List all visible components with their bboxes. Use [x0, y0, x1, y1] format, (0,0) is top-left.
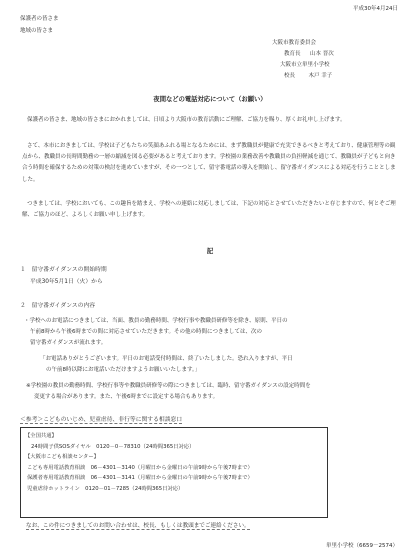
item1-heading: １ 留守番ガイダンスの開始時期: [20, 267, 107, 273]
body-paragraph-2: さて、本市におきましては、学校は子どもたちの笑顔あふれる場となるためには、まず教職員が健康で充実できるべきと考えており、健康管理等の観点から、教職員の長時間勤務の一層の縮減を図る必要があると考えております。学校園の業務改善や教職員の負担軽減を通じて、教職員が子どもと向き合う時間を確保するための対策の検討を進めていますが、その一つとして、留守番電話の導入を開始し、留守番ガイダンスによる対応を行うこととしました。: [22, 143, 396, 183]
consult-line-parents: 保護者専用電話教育相談 06－4301－3141（月曜日から金曜日の午前9時から午後7時まで）: [27, 475, 253, 481]
guidance-line-2: の午前8時以降にお電話いただけますようお願いいたします。」: [46, 367, 201, 374]
guidance-line-1: 「お電話ありがとうございます。平日のお電話受付時間は、終了いたしました。恐れ入りますが、平日: [40, 356, 293, 362]
document-title: 夜間などの電話対応について（お願い）: [153, 96, 267, 103]
item1-content: 平成30年5月1日（火）から: [30, 279, 103, 285]
consult-category-national: 【全国共通】: [25, 433, 57, 439]
sender-head-name: 山本 晋次: [310, 51, 334, 57]
item2-line-1: ・学校へのお電話につきましては、当面、教員の勤務時間、学校行事や教職員研修等を除き、原則、平日の: [24, 318, 288, 324]
sender-school: 大阪市立単里小学校: [280, 62, 330, 68]
consult-category-osaka: 【大阪市こども相談センター】: [25, 454, 99, 460]
footer-school-contact: 単里小学校（6659－2574）: [326, 543, 398, 549]
note-line-2: 変更する場合があります。また、午後6時までに設定する場合もあります。: [34, 394, 219, 401]
consult-title: ＜参考＞こどものいじめ、児童虐待、非行等に関する相談窓口: [20, 417, 183, 423]
sender-principal-name: 木戸 幸子: [308, 73, 333, 79]
item2-line-2: 午前8時から午後6時までの間に対応させていただきます。その他の時間につきましては、次の: [30, 329, 262, 336]
note-line-1: ※学校園の教員の勤務時間、学校行事等や教職員研修等の際につきましては、臨時、留守番ガイダンスの設定時間を: [26, 383, 311, 389]
sender-principal-title: 校長: [284, 73, 296, 79]
note-text: [26, 381, 311, 403]
recipient-parents: 保護者の皆さま: [20, 16, 59, 22]
item2-line-3: 留守番ガイダンスが流れます。: [30, 340, 107, 347]
closing-note: なお、この件につきましてのお問い合わせは、校長、もしくは教頭までご連絡ください。: [26, 523, 250, 529]
sender-org: 大阪市教育委員会: [272, 40, 317, 46]
consult-line-sos: 24時間子供SOSダイヤル 0120－0－78310（24時間365日対応）: [31, 443, 195, 450]
consult-line-abuse: 児童虐待ホットライン 0120－01－7285（24時間365日対応）: [27, 485, 184, 492]
consult-line-children: こども専用電話教育相談 06－4301－3140（月曜日から金曜日の午前9時から午後7時まで）: [27, 464, 253, 471]
ki-heading: 記: [206, 247, 214, 255]
item2-text: [24, 316, 400, 350]
body-paragraph-1: 保護者の皆さま、地域の皆さまにおかれましては、日頃より大阪市の教育活動にご理解、ご協力を賜り、厚くお礼申し上げます。: [27, 117, 346, 123]
sender-head-title: 教育長: [284, 51, 301, 57]
document-date: 平成30年4月24日: [353, 6, 398, 12]
sender-head: [284, 51, 334, 58]
item2-heading: ２ 留守番ガイダンスの内容: [20, 303, 96, 309]
guidance-message: [40, 354, 293, 376]
sender-principal: [284, 73, 332, 80]
recipient-community: 地域の皆さま: [20, 28, 54, 34]
body-paragraph-3: つきましては、学校においても、この趣旨を踏まえ、学校への連絡に対応しましては、下記の対応とさせていただきたいと存じますので、何とぞご理解、ご協力のほど、よろしくお願い申し上げます。: [22, 201, 396, 219]
consult-box: [20, 427, 328, 518]
